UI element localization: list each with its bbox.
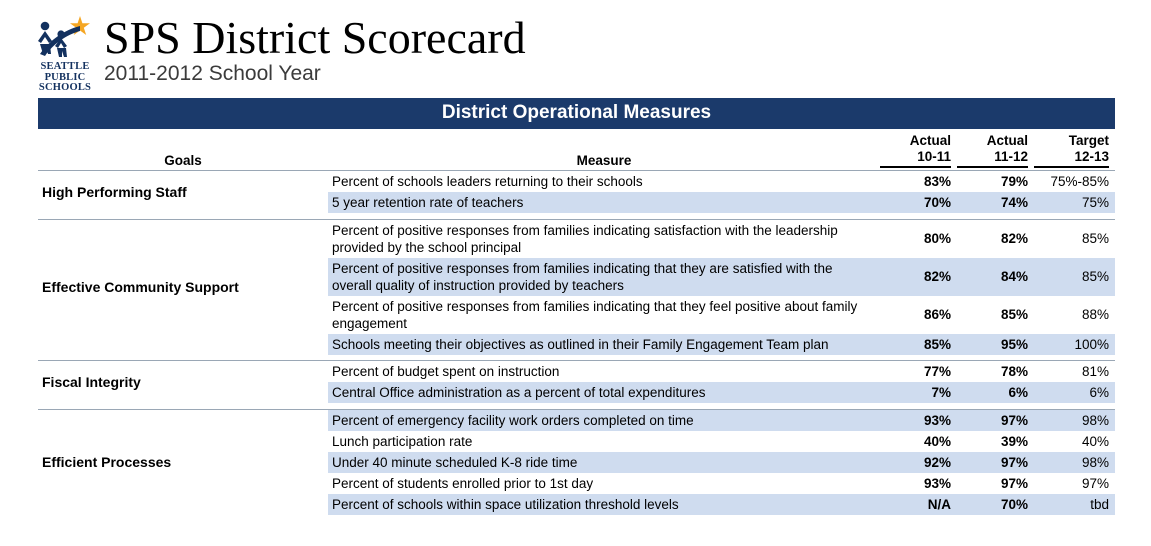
- value-actual-10-11: 77%: [880, 361, 957, 383]
- value-target-12-13: 75%-85%: [1034, 171, 1115, 193]
- value-actual-10-11: 93%: [880, 409, 957, 431]
- measure-text: Central Office administration as a percent of total expenditures: [328, 382, 880, 403]
- page-header: [0, 0, 1151, 98]
- measure-text: Percent of positive responses from families indicating that they feel positive about family engagement: [332, 298, 858, 331]
- value-target-12-13: 100%: [1034, 334, 1115, 355]
- measure-text: Percent of positive responses from families indicating that they are satisfied with the overall quality of instruction provided by teachers: [328, 258, 880, 296]
- value-actual-10-11: 82%: [880, 258, 957, 296]
- value-target-12-13: 6%: [1034, 382, 1115, 403]
- value-actual-10-11: 85%: [880, 334, 957, 355]
- value-target-12-13: tbd: [1034, 494, 1115, 515]
- table-header-row: [38, 129, 1115, 171]
- measure-text: Percent of schools within space utilization threshold levels: [328, 494, 880, 515]
- value-actual-11-12: 70%: [957, 494, 1034, 515]
- seattle-public-schools-logo: [34, 14, 96, 94]
- measure-text: Schools meeting their objectives as outlined in their Family Engagement Team plan: [328, 334, 880, 355]
- table-body: [38, 171, 1115, 515]
- value-actual-11-12: 6%: [957, 382, 1034, 403]
- title-block: [104, 12, 526, 86]
- value-target-12-13: 81%: [1034, 361, 1115, 383]
- measure-text: Under 40 minute scheduled K-8 ride time: [328, 452, 880, 473]
- value-actual-10-11: 80%: [880, 219, 957, 258]
- column-header-actual-10-11: Actual 10-11: [880, 129, 957, 171]
- goal-label: Effective Community Support: [38, 219, 328, 355]
- value-target-12-13: 98%: [1034, 452, 1115, 473]
- measure-text: Percent of budget spent on instruction: [328, 361, 880, 383]
- value-actual-10-11: 7%: [880, 382, 957, 403]
- goal-label: High Performing Staff: [38, 171, 328, 214]
- scorecard-table: [38, 129, 1115, 515]
- column-header-target-12-13: Target 12-13: [1034, 129, 1115, 171]
- value-target-12-13: 97%: [1081, 475, 1109, 491]
- measure-text: Percent of students enrolled prior to 1st day: [332, 475, 594, 491]
- section-banner: District Operational Measures: [38, 98, 1115, 129]
- measure-text: Percent of schools leaders returning to their schools: [328, 171, 880, 193]
- value-actual-11-12: 97%: [1000, 475, 1028, 491]
- table-row: [38, 171, 1115, 193]
- value-actual-11-12: 84%: [957, 258, 1034, 296]
- table-row: [38, 409, 1115, 431]
- value-actual-11-12: 82%: [957, 219, 1034, 258]
- value-actual-10-11: N/A: [880, 494, 957, 515]
- value-target-12-13: 98%: [1034, 409, 1115, 431]
- logo-line-3: SCHOOLS: [38, 82, 92, 93]
- value-actual-11-12: 79%: [957, 171, 1034, 193]
- table-row: [38, 361, 1115, 383]
- measure-text: Percent of positive responses from families indicating satisfaction with the leadership provided by the school principal: [328, 219, 880, 258]
- value-actual-10-11: 40%: [923, 433, 951, 449]
- value-actual-10-11: 70%: [880, 192, 957, 213]
- value-target-12-13: 88%: [1081, 307, 1109, 322]
- value-actual-11-12: 97%: [957, 409, 1034, 431]
- value-actual-10-11: 86%: [923, 307, 951, 322]
- logo-wordmark: [34, 62, 96, 94]
- value-actual-10-11: 92%: [880, 452, 957, 473]
- goal-label: Fiscal Integrity: [38, 361, 328, 404]
- value-actual-10-11: 93%: [923, 475, 951, 491]
- value-actual-11-12: 85%: [1000, 307, 1028, 322]
- measure-text: Lunch participation rate: [332, 433, 473, 449]
- value-target-12-13: 40%: [1081, 433, 1109, 449]
- column-header-measure: Measure: [576, 153, 632, 168]
- value-target-12-13: 85%: [1034, 258, 1115, 296]
- value-actual-10-11: 83%: [880, 171, 957, 193]
- table-row: [38, 219, 1115, 258]
- column-header-goals: Goals: [164, 153, 202, 168]
- logo-line-2: PUBLIC: [44, 71, 86, 83]
- value-target-12-13: 85%: [1034, 219, 1115, 258]
- goal-label: Efficient Processes: [38, 409, 328, 515]
- value-actual-11-12: 95%: [957, 334, 1034, 355]
- value-actual-11-12: 74%: [957, 192, 1034, 213]
- page-title: SPS District Scorecard: [104, 12, 526, 63]
- logo-graphic-icon: [34, 14, 96, 64]
- measure-text: 5 year retention rate of teachers: [328, 192, 880, 213]
- logo-line-1: SEATTLE: [40, 61, 90, 72]
- page-subtitle: 2011-2012 School Year: [104, 62, 321, 85]
- value-actual-11-12: 78%: [957, 361, 1034, 383]
- value-actual-11-12: 97%: [957, 452, 1034, 473]
- measure-text: Percent of emergency facility work orders completed on time: [328, 409, 880, 431]
- value-actual-11-12: 39%: [1000, 433, 1028, 449]
- value-target-12-13: 75%: [1034, 192, 1115, 213]
- column-header-actual-11-12: Actual 11-12: [957, 129, 1034, 171]
